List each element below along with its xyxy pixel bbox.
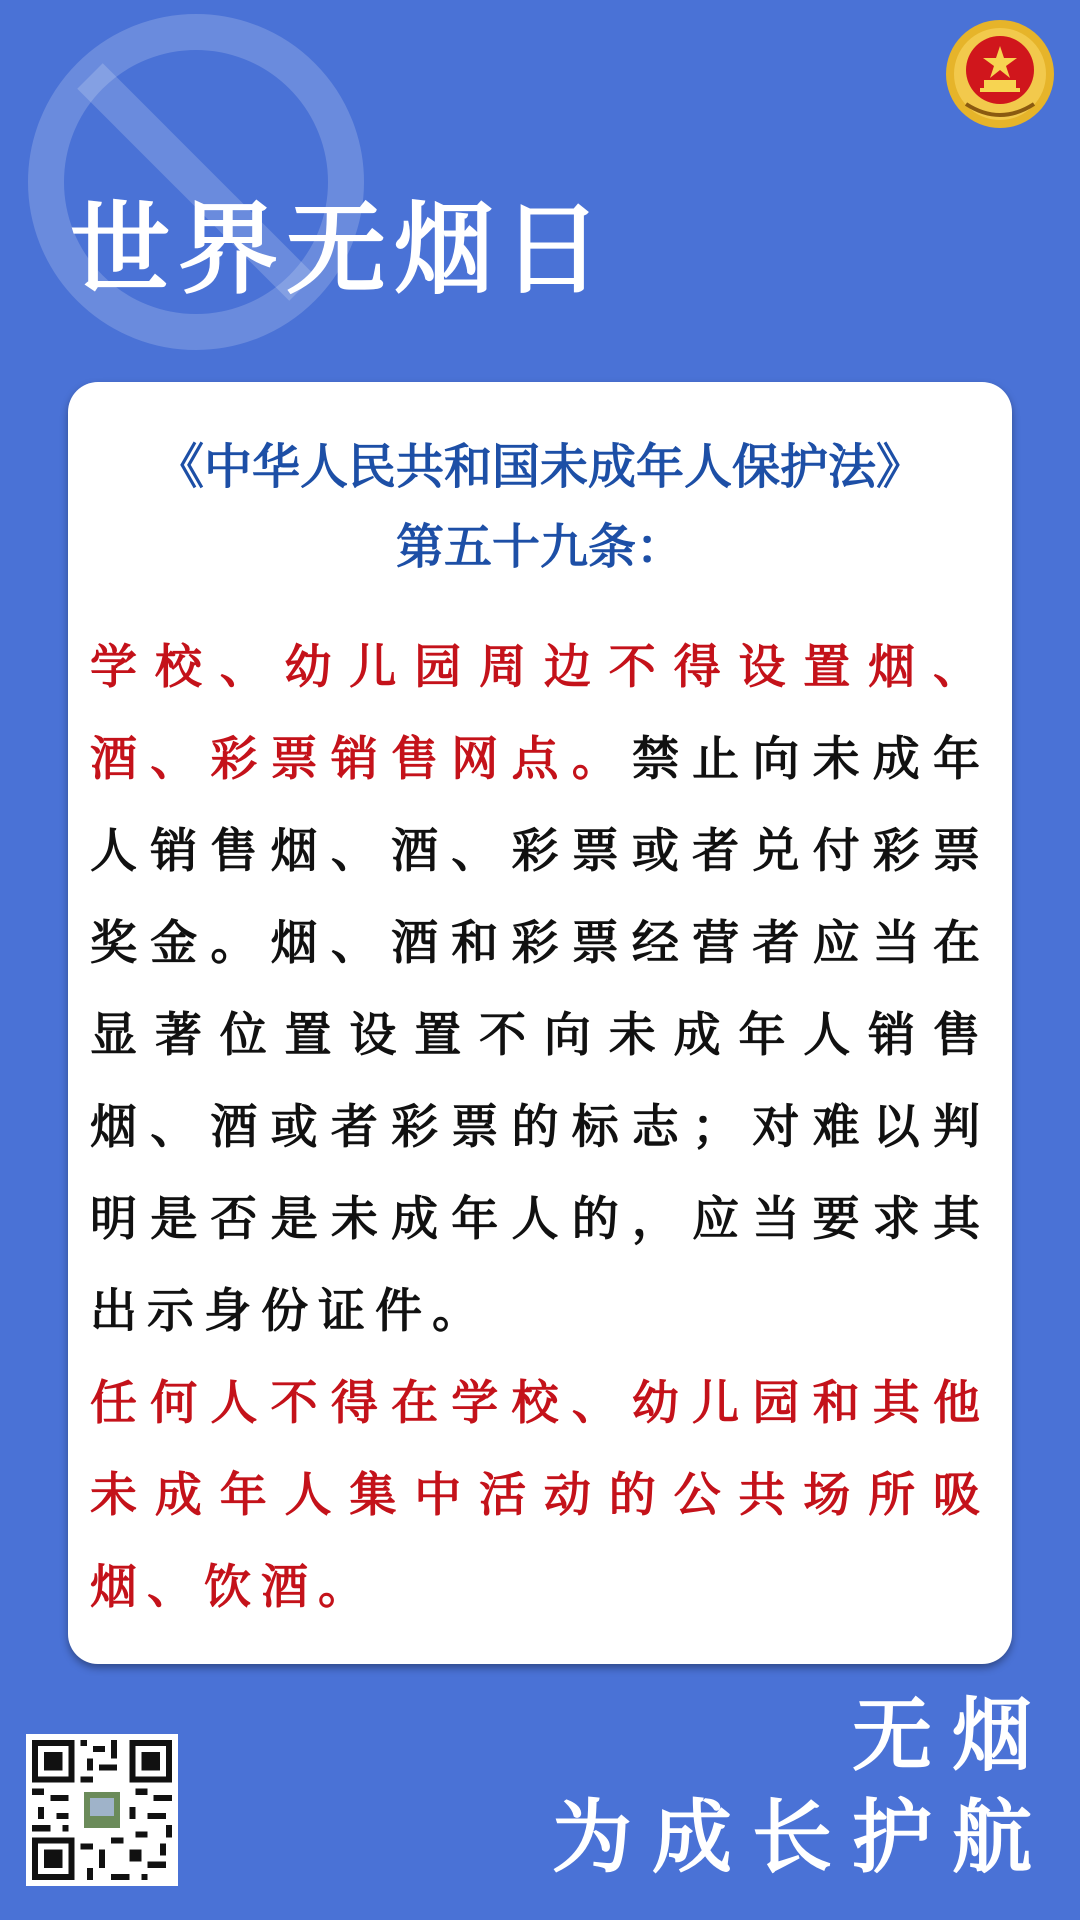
slogan-line-2: 为成长护航 [552, 1791, 1052, 1884]
procuratorate-emblem-icon [944, 18, 1056, 130]
law-text-red-1: 学校、幼儿园周边不得设置烟、酒、彩票销售网点。 [90, 640, 990, 787]
page-title: 世界无烟日 [70, 191, 610, 308]
law-card [68, 382, 1012, 1664]
qr-code[interactable] [26, 1734, 178, 1886]
article-number: 第五十九条： [395, 519, 684, 575]
law-title: 《中华人民共和国未成年人保护法》 [155, 439, 924, 495]
slogan-line-1: 无烟 [852, 1689, 1052, 1782]
law-text [90, 622, 990, 1634]
law-text-red-2: 任何人不得在学校、幼儿园和其他未成年人集中活动的公共场所吸烟、饮酒。 [90, 1376, 990, 1615]
law-text-black: 禁止向未成年人销售烟、酒、彩票或者兑付彩票奖金。烟、酒和彩票经营者应当在显著位置设置不向未成年人销售烟、酒或者彩票的标志；对难以判明是否是未成年人的，应当要求其出示身份证件。 [90, 732, 991, 1339]
